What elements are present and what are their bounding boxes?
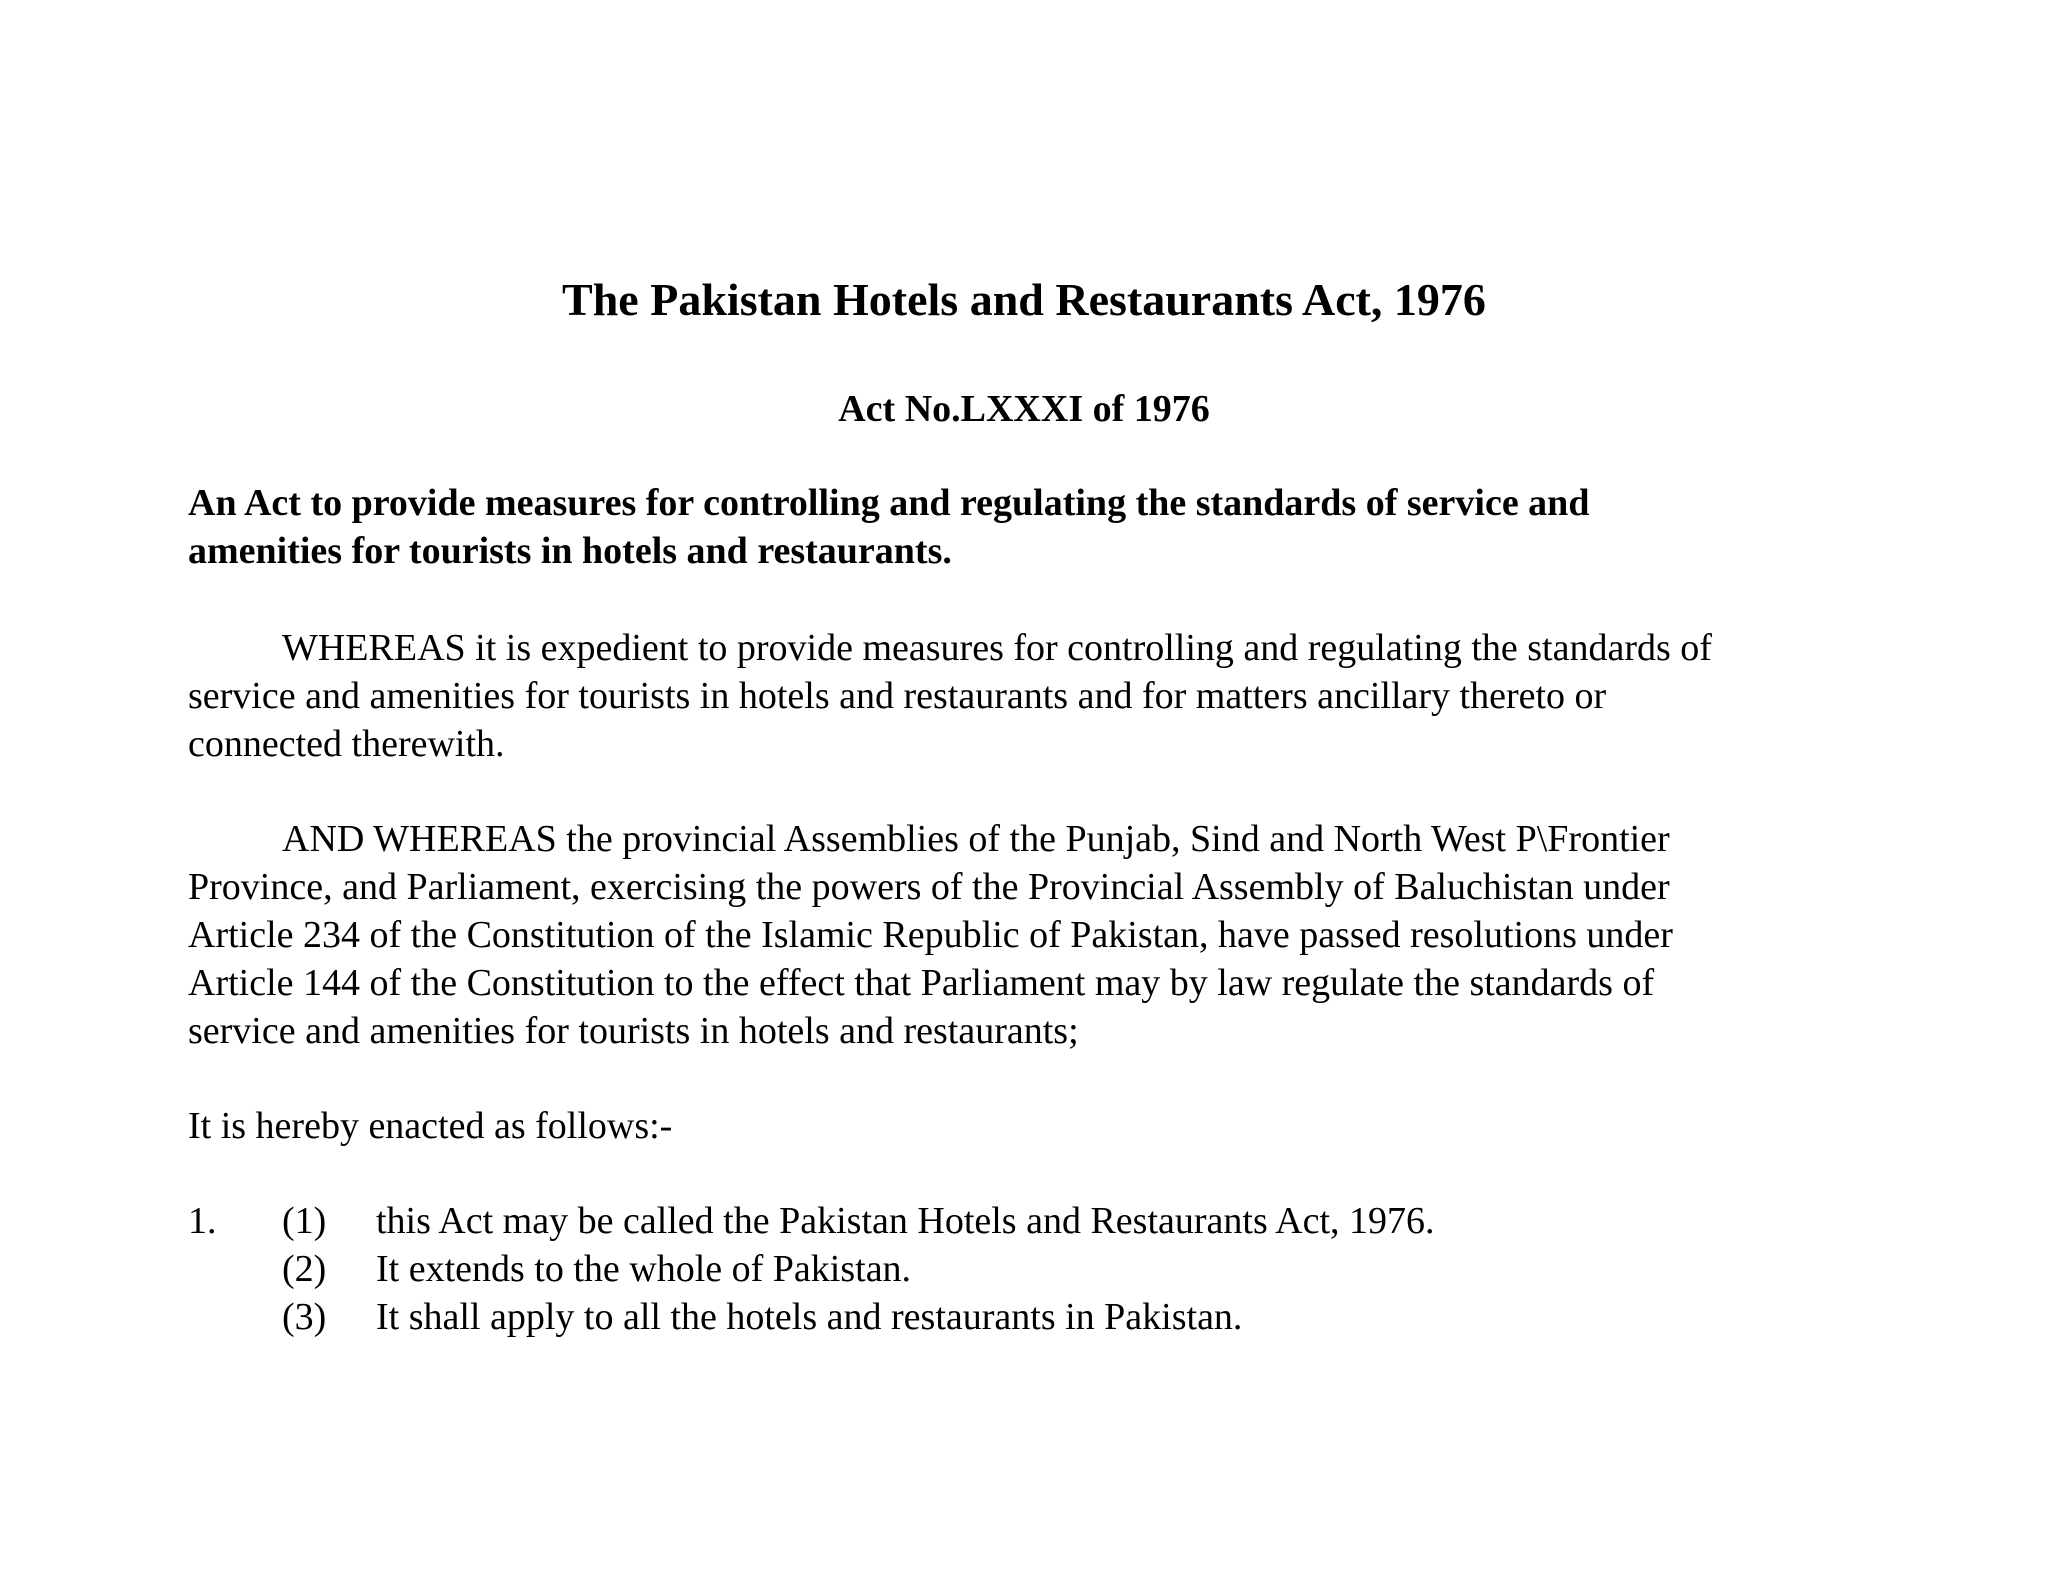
and-whereas-line: AND WHEREAS the provincial Assemblies of the Punjab, Sind and North West P\Frontier: [282, 818, 1670, 860]
and-whereas-line: Article 144 of the Constitution to the effect that Parliament may by law regulate the standards of: [188, 962, 1655, 1004]
clause-row: [188, 1245, 1988, 1293]
clause-number: (3): [282, 1296, 327, 1338]
document-title: The Pakistan Hotels and Restaurants Act, 1976: [562, 274, 1486, 325]
enacting-clause: It is hereby enacted as follows:-: [188, 1105, 673, 1147]
clause-row: [188, 1197, 1988, 1245]
and-whereas-line: Article 234 of the Constitution of the Islamic Republic of Pakistan, have passed resolutions under: [188, 914, 1673, 956]
section-number: 1.: [188, 1200, 217, 1242]
clause-text: this Act may be called the Pakistan Hotels and Restaurants Act, 1976.: [376, 1200, 1435, 1242]
whereas-line: connected therewith.: [188, 723, 505, 765]
clause-text: It extends to the whole of Pakistan.: [376, 1248, 912, 1290]
and-whereas-line: Province, and Parliament, exercising the powers of the Provincial Assembly of Baluchistan under: [188, 866, 1670, 908]
act-summary-line: An Act to provide measures for controlling and regulating the standards of service and: [188, 482, 1590, 524]
clause-row: [188, 1293, 1988, 1341]
and-whereas-paragraph: [188, 815, 1988, 1055]
clause-text: It shall apply to all the hotels and restaurants in Pakistan.: [376, 1296, 1243, 1338]
section-1: [188, 1197, 1988, 1341]
act-summary: [188, 479, 1988, 575]
whereas-line: WHEREAS it is expedient to provide measures for controlling and regulating the standards of: [282, 627, 1712, 669]
whereas-line: service and amenities for tourists in hotels and restaurants and for matters ancillary thereto or: [188, 675, 1607, 717]
act-summary-line: amenities for tourists in hotels and restaurants.: [188, 530, 952, 572]
whereas-paragraph: [188, 624, 1988, 768]
clause-number: (2): [282, 1248, 327, 1290]
clause-number: (1): [282, 1200, 327, 1242]
act-number: Act No.LXXXI of 1976: [838, 388, 1210, 430]
and-whereas-line: service and amenities for tourists in hotels and restaurants;: [188, 1010, 1079, 1052]
